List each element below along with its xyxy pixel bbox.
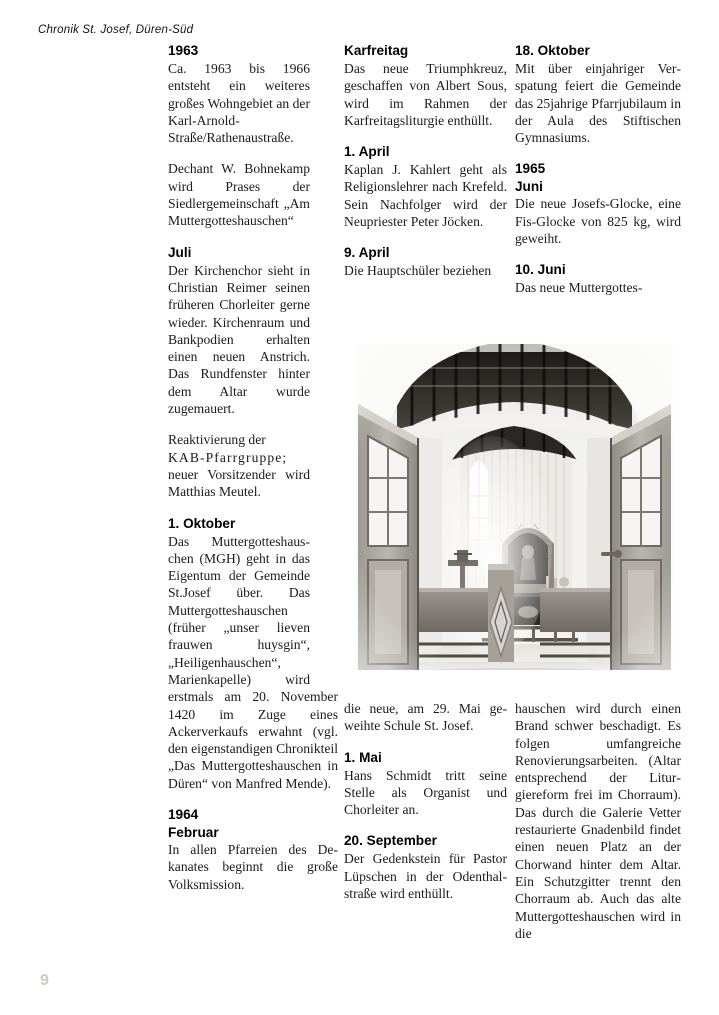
paragraph-brand-renovierung: hauschen wird durch einen Brand schwer beschadigt. Es folgen umfangreiche Renovierungsarbeiten. (Altar entsprechend der Liturgiereform frei im Chorraum). Das durch die Galerie Vetter restaurierte Gnadenbild findet einen neuen Platz an der Chorwand hinter dem Altar. Ein Schutzgitter trennt den Chorraum ab. Auch das alte Muttergotteshauschen wird in die	[515, 701, 681, 941]
paragraph-muttergottes-start: Das neue Muttergottes-	[515, 280, 643, 296]
heading-juni: Juni	[515, 179, 543, 195]
heading-year-1964: 1964	[168, 806, 199, 822]
text-column-3-lower	[515, 700, 681, 942]
paragraph-volksmission: In allen Pfarreien des Dekanates beginnt die große Volksmission.	[168, 841, 338, 892]
heading-10-juni: 10. Juni	[515, 262, 566, 278]
paragraph-kab-line-3: neuer Vorsitzender wird Matthias Meutel.	[168, 466, 310, 500]
heading-karfreitag: Karfreitag	[344, 43, 409, 58]
paragraph-gedenkstein: Der Gedenkstein für Pastor Lüpschen in der Odenthalstraße wird enthüllt.	[344, 851, 507, 902]
paragraph-kab-line-2: KAB-Pfarrgruppe;	[168, 449, 288, 465]
paragraph-josefs-glocke: Die neue Josefs-Glocke, eine Fis-Glocke von 825 kg, wird geweiht.	[515, 196, 681, 247]
text-column-1	[168, 42, 338, 893]
heading-1-mai: 1. Mai	[344, 749, 382, 765]
chapel-interior-photo	[342, 326, 687, 686]
heading-18-oktober: 18. Oktober	[515, 43, 590, 58]
heading-year-1965: 1965	[515, 161, 546, 177]
running-head: Chronik St. Josef, Düren-Süd	[38, 24, 194, 36]
text-column-2-lower	[344, 700, 507, 902]
heading-20-september: 20. September	[344, 833, 437, 849]
heading-1-april: 1. April	[344, 144, 390, 160]
paragraph-hauptschueler-start: Die Hauptschüler beziehen	[344, 263, 492, 279]
paragraph-bohnekamp: Dechant W. Bohnekamp wird Prases der Siedlergemeinschaft „Am Muttergotteshauschen“	[168, 161, 310, 229]
paragraph-kirchenchor: Der Kirchenchor sieht in Christian Reimer seinen früheren Chorleiter gerne wieder. Kirchenraum und Bankpodien erhalten einen neuen Anstrich. Das Rundfenster hinter dem Altar wurde zugemauert.	[168, 262, 310, 417]
paragraph-hans-schmidt: Hans Schmidt tritt seine Stelle als Organist und Chorleiter an.	[344, 767, 507, 818]
heading-year-1963: 1963	[168, 43, 199, 58]
heading-1-oktober: 1. Oktober	[168, 515, 236, 531]
paragraph-triumphkreuz: Das neue Triumphkreuz, geschaffen von Albert Sous, wird im Rahmen der Karfreitagsliturgie enthüllt.	[344, 61, 507, 128]
text-column-2-upper	[344, 42, 507, 280]
paragraph-kab-line-1: Reaktivierung der	[168, 432, 266, 448]
photo-wrap-spacer	[310, 316, 338, 684]
page-number: 9	[40, 972, 49, 989]
heading-9-april: 9. April	[344, 245, 390, 261]
paragraph-pfarrjubilaum: Mit über einjahriger Verspatung feiert die Gemeinde das 25jahrige Pfarrjubilaum in der Aula des Stiftischen Gymnasiums.	[515, 61, 681, 146]
heading-juli: Juli	[168, 244, 192, 260]
paragraph-1963-wohngebiet: Ca. 1963 bis 1966 entsteht ein weiteres großes Wohngebiet an der Karl-Arnold-Straße/Rathenaustraße.	[168, 61, 310, 146]
heading-februar: Februar	[168, 824, 219, 840]
paragraph-hauptschueler-cont: die neue, am 29. Mai geweihte Schule St. Josef.	[344, 701, 507, 734]
text-column-3-upper	[515, 42, 681, 297]
paragraph-mgh-eigentum: Das Muttergotteshauschen (MGH) geht in das Eigentum der Gemeinde St.Josef über. Das Muttergotteshauschen (früher „unser lieven frauwen huysgin“, „Heiligenhauschen“, Marienkapelle) wird erstmals am 20. November 1420 im Zuge eines Ackerverkaufs erwahnt (vgl. den eigenstandigen Chronikteil „Das Muttergotteshauschen in Düren“ von Manfred Mende).	[168, 533, 338, 791]
paragraph-kahlert: Kaplan J. Kahlert geht als Religionslehrer nach Krefeld. Sein Nachfolger wird der Neupriester Peter Jöcken.	[344, 162, 507, 230]
